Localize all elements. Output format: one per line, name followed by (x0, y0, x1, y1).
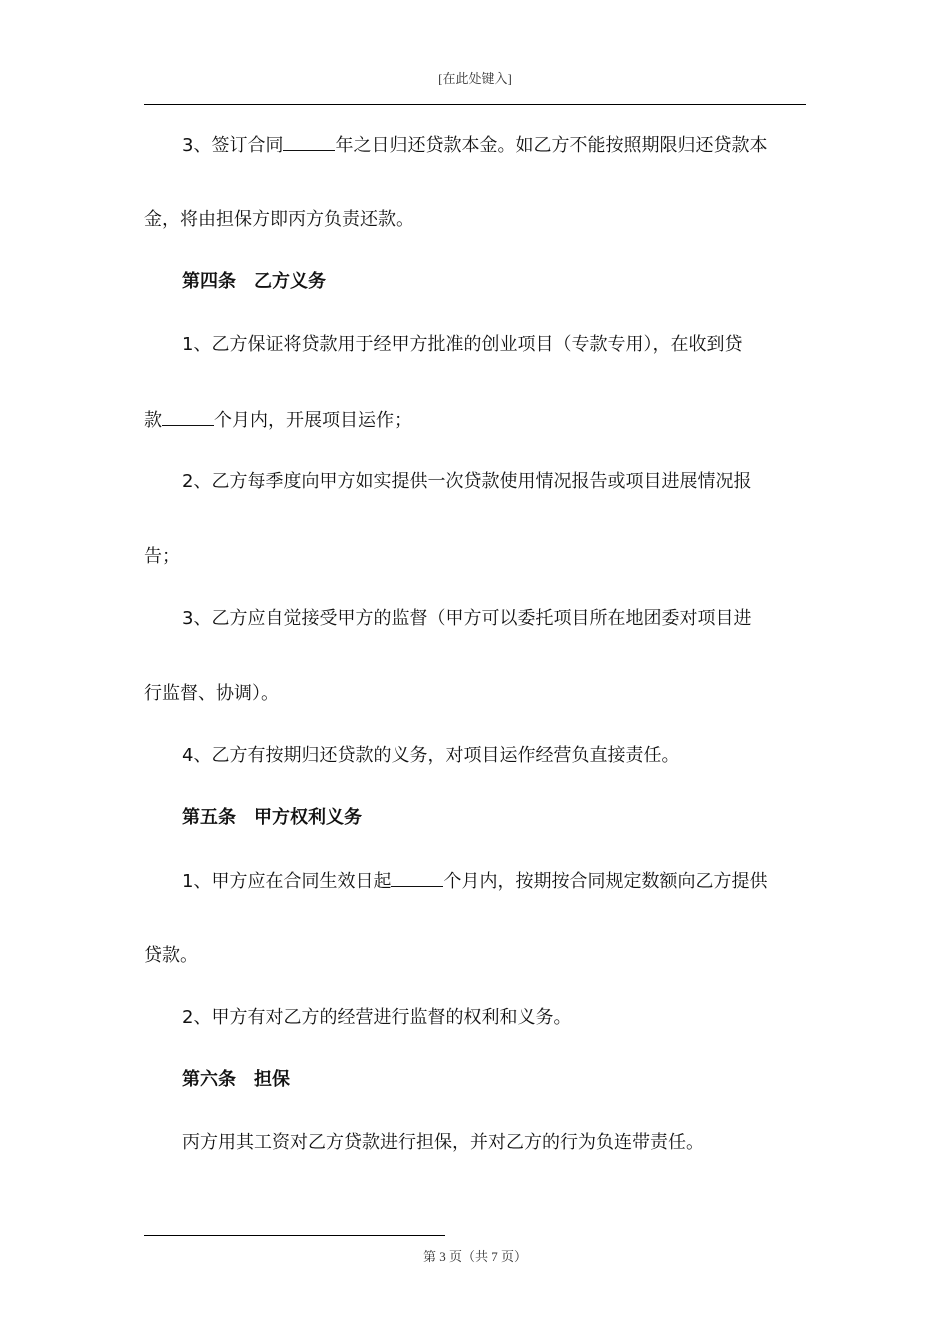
article-title: 乙方义务 (254, 271, 326, 292)
clause-5-1-line-1 (182, 870, 767, 893)
article-5-heading (182, 807, 362, 829)
footnote-rule (144, 1235, 445, 1236)
fill-blank (283, 134, 335, 151)
clause-4-3-line-1: 3、乙方应自觉接受甲方的监督（甲方可以委托项目所在地团委对项目进 (182, 608, 752, 629)
article-title: 担保 (254, 1069, 290, 1090)
text: 个月内，开展项目运作； (214, 410, 412, 431)
clause-4-1-line-2 (144, 409, 412, 432)
text: 个月内，按期按合同规定数额向乙方提供 (443, 871, 768, 892)
article-number: 第六条 (182, 1069, 236, 1090)
clause-4-3-line-2: 行监督、协调）。 (144, 683, 279, 704)
clause-5-1-line-2: 贷款。 (144, 945, 198, 966)
text: 款 (144, 410, 162, 431)
fill-blank (391, 870, 443, 887)
article-number: 第四条 (182, 271, 236, 292)
article-4-heading (182, 271, 326, 293)
page-header: [在此处键入] (438, 71, 512, 86)
clause-4-2-line-2: 告； (144, 546, 180, 567)
text: 年之日归还贷款本金。如乙方不能按照期限归还贷款本 (335, 135, 768, 156)
clause-5-2: 2、甲方有对乙方的经营进行监督的权利和义务。 (182, 1007, 572, 1028)
text: 1、甲方应在合同生效日起 (182, 871, 392, 892)
header-rule (144, 104, 806, 105)
article-6-body: 丙方用其工资对乙方贷款进行担保，并对乙方的行为负连带责任。 (182, 1132, 704, 1153)
clause-4-4: 4、乙方有按期归还贷款的义务，对项目运作经营负直接责任。 (182, 745, 680, 766)
clause-4-2-line-1: 2、乙方每季度向甲方如实提供一次贷款使用情况报告或项目进展情况报 (182, 471, 752, 492)
clause-3-3-line-2: 金，将由担保方即丙方负责还款。 (144, 209, 414, 230)
clause-4-1-line-1: 1、乙方保证将贷款用于经甲方批准的创业项目（专款专用），在收到贷 (182, 334, 743, 355)
clause-3-3-line-1 (182, 134, 767, 157)
article-title: 甲方权利义务 (254, 807, 362, 828)
article-number: 第五条 (182, 807, 236, 828)
text: 3、签订合同 (182, 135, 284, 156)
article-6-heading (182, 1069, 290, 1091)
page-footer: 第 3 页（共 7 页） (422, 1249, 527, 1264)
fill-blank (162, 409, 214, 426)
